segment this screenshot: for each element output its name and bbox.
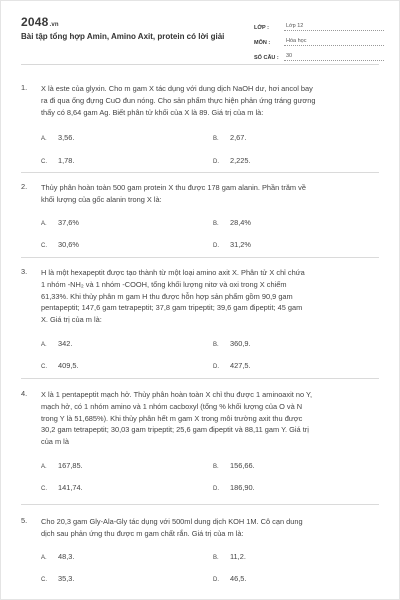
question-text: X là este của glyxin. Cho m gam X tác dụng với dung dịch NaOH dư, hơi ancol bay ra đi qua ống đựng CuO đun nóng. Cho sản phẩm thực hiện phản ứng tráng gương thấy có 8,64 gam Ag. Biết phân tử khối của X là 89. Giá trị của m là: (41, 84, 316, 117)
meta-label-class: LỚP : (254, 25, 269, 31)
question-text: H là một hexapeptit được tạo thành từ một loại amino axit X. Phân tử X chỉ chứa 1 nhóm -NH₂ và 1 nhóm -COOH, tổng khối lượng nitơ và oxi trong X chiếm 61,33%. Khi thủy phân m gam H thu được hỗn hợp sản phẩm gồm 90,9 gam pentapeptit; 147,6 gam tetrapeptit; 37,8 gam tripeptit; 39,6 gam đipeptit; 45 gam X. Giá trị của m là: (41, 268, 305, 325)
question-number: 2. (21, 182, 28, 191)
option-a[interactable]: A. 48,3. (41, 552, 75, 561)
option-b[interactable]: B. 11,2. (213, 552, 246, 561)
worksheet-meta (254, 17, 384, 62)
option-d[interactable]: D. 46,5. (213, 574, 247, 583)
option-c[interactable]: C. 141,74. (41, 483, 83, 492)
option-d[interactable]: D. 2,225. (213, 156, 251, 165)
question-text: Cho 20,3 gam Gly-Ala-Gly tác dụng với 500ml dung dịch KOH 1M. Cô cạn dung dịch sau phản ứng thu được m gam chất rắn. Giá trị của m là: (41, 517, 303, 538)
question-divider (21, 504, 379, 505)
option-d[interactable]: D. 31,2% (213, 240, 251, 249)
question-divider (21, 257, 379, 258)
option-a[interactable]: A. 3,56. (41, 133, 75, 142)
option-b[interactable]: B. 28,4% (213, 218, 251, 227)
site-logo[interactable]: 2048.vn (21, 15, 59, 29)
worksheet-title: Bài tập tổng hợp Amin, Amino Axit, protein có lời giải (21, 32, 225, 41)
question-text: X là 1 pentapeptit mạch hở. Thủy phân hoàn toàn X chỉ thu được 1 aminoaxit no Y, mạch hở, có 1 nhóm amino và 1 nhóm cacboxyl (tổng % khối lượng của O và N trong Y là 51,685%). Khi thủy phân hết m gam X trong môi trường axit thu được 30,2 gam tetrapeptit; 30,03 gam tripeptit; 25,6 gam đipeptit và 88,11 gam Y. Giá trị của m là (41, 390, 313, 447)
option-b[interactable]: B. 156,66. (213, 461, 255, 470)
header-divider (21, 64, 379, 65)
meta-row-count (254, 47, 384, 61)
question-divider (21, 378, 379, 379)
option-d[interactable]: D. 427,5. (213, 361, 251, 370)
question-number: 5. (21, 516, 28, 525)
question-number: 1. (21, 83, 28, 92)
meta-label-subject: MÔN : (254, 40, 271, 46)
meta-row-class (254, 17, 384, 31)
question-number: 3. (21, 267, 28, 276)
option-c[interactable]: C. 30,6% (41, 240, 79, 249)
meta-label-count: SỐ CÂU : (254, 55, 279, 61)
option-a[interactable]: A. 37,6% (41, 218, 79, 227)
option-a[interactable]: A. 167,85. (41, 461, 83, 470)
meta-value-subject: Hóa học (284, 38, 384, 46)
option-c[interactable]: C. 409,5. (41, 361, 79, 370)
option-c[interactable]: C. 35,3. (41, 574, 75, 583)
question-text: Thủy phân hoàn toàn 500 gam protein X thu được 178 gam alanin. Phần trăm về khối lượng của gốc alanin trong X là: (41, 183, 306, 204)
question-number: 4. (21, 389, 28, 398)
meta-row-subject (254, 32, 384, 46)
option-a[interactable]: A. 342. (41, 339, 73, 348)
question-divider (21, 172, 379, 173)
worksheet-header (1, 1, 400, 63)
meta-value-count: 30 (284, 53, 384, 61)
option-b[interactable]: B. 360,9. (213, 339, 251, 348)
meta-value-class: Lớp 12 (284, 23, 384, 31)
option-b[interactable]: B. 2,67. (213, 133, 247, 142)
option-c[interactable]: C. 1,78. (41, 156, 75, 165)
option-d[interactable]: D. 186,90. (213, 483, 255, 492)
